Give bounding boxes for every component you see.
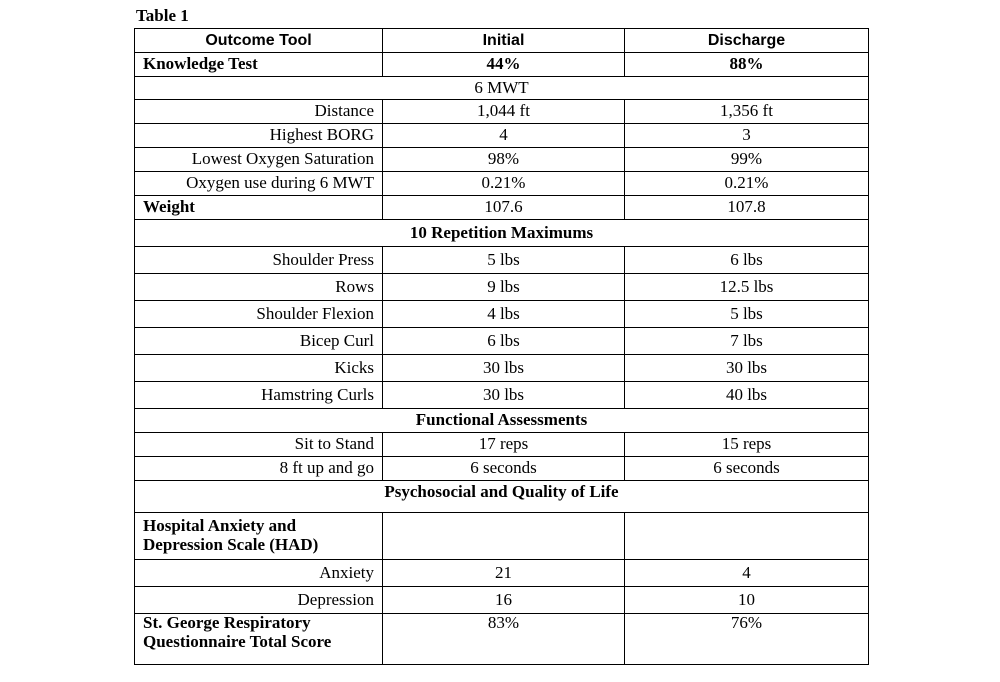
row-label: Depression [135, 587, 383, 614]
sgrq-label [135, 614, 383, 665]
functional-section-title: Functional Assessments [135, 409, 869, 433]
table-row [135, 196, 869, 220]
discharge-value: 6 lbs [625, 247, 869, 274]
had-label [135, 513, 383, 560]
had-initial-empty [383, 513, 625, 560]
initial-value: 30 lbs [383, 382, 625, 409]
discharge-value: 6 seconds [625, 457, 869, 481]
knowledge-label: Knowledge Test [135, 53, 383, 77]
discharge-value: 4 [625, 560, 869, 587]
discharge-value: 40 lbs [625, 382, 869, 409]
table-row [135, 328, 869, 355]
sgrq-label-line2: Questionnaire Total Score [143, 631, 332, 651]
table-row [135, 587, 869, 614]
table-row [135, 457, 869, 481]
header-outcome-tool: Outcome Tool [135, 29, 383, 53]
initial-value: 16 [383, 587, 625, 614]
table-row [135, 560, 869, 587]
outcomes-table [134, 28, 869, 665]
initial-value: 0.21% [383, 172, 625, 196]
mwt-section-title: 6 MWT [135, 77, 869, 100]
row-label: Lowest Oxygen Saturation [135, 148, 383, 172]
row-label: Highest BORG [135, 124, 383, 148]
sgrq-initial: 83% [383, 614, 625, 665]
initial-value: 17 reps [383, 433, 625, 457]
table-row [135, 513, 869, 560]
row-label: Anxiety [135, 560, 383, 587]
table-row [135, 274, 869, 301]
initial-value: 4 [383, 124, 625, 148]
table-row [135, 172, 869, 196]
initial-value: 5 lbs [383, 247, 625, 274]
row-label: Sit to Stand [135, 433, 383, 457]
table-row [135, 124, 869, 148]
psychosocial-section-title: Psychosocial and Quality of Life [135, 481, 869, 513]
table-header-row [135, 29, 869, 53]
initial-value: 4 lbs [383, 301, 625, 328]
had-discharge-empty [625, 513, 869, 560]
had-label-line1: Hospital Anxiety and [143, 516, 297, 536]
discharge-value: 12.5 lbs [625, 274, 869, 301]
table-row [135, 53, 869, 77]
weight-discharge: 107.8 [625, 196, 869, 220]
initial-value: 6 seconds [383, 457, 625, 481]
initial-value: 30 lbs [383, 355, 625, 382]
knowledge-discharge: 88% [625, 53, 869, 77]
section-row [135, 77, 869, 100]
row-label: 8 ft up and go [135, 457, 383, 481]
discharge-value: 7 lbs [625, 328, 869, 355]
discharge-value: 10 [625, 587, 869, 614]
sgrq-label-line1: St. George Respiratory [143, 613, 311, 632]
had-label-line2: Depression Scale (HAD) [143, 535, 319, 554]
knowledge-initial: 44% [383, 53, 625, 77]
row-label: Distance [135, 100, 383, 124]
discharge-value: 1,356 ft [625, 100, 869, 124]
discharge-value: 5 lbs [625, 301, 869, 328]
row-label: Rows [135, 274, 383, 301]
table-row [135, 614, 869, 665]
section-row [135, 409, 869, 433]
initial-value: 98% [383, 148, 625, 172]
section-row [135, 481, 869, 513]
row-label: Shoulder Press [135, 247, 383, 274]
row-label: Hamstring Curls [135, 382, 383, 409]
table-caption: Table 1 [136, 6, 189, 25]
weight-initial: 107.6 [383, 196, 625, 220]
initial-value: 21 [383, 560, 625, 587]
table-row [135, 247, 869, 274]
row-label: Bicep Curl [135, 328, 383, 355]
discharge-value: 30 lbs [625, 355, 869, 382]
row-label: Kicks [135, 355, 383, 382]
initial-value: 6 lbs [383, 328, 625, 355]
initial-value: 9 lbs [383, 274, 625, 301]
section-row [135, 220, 869, 247]
table-row [135, 355, 869, 382]
table-row [135, 148, 869, 172]
header-initial: Initial [383, 29, 625, 53]
table-row [135, 301, 869, 328]
row-label: Oxygen use during 6 MWT [135, 172, 383, 196]
discharge-value: 0.21% [625, 172, 869, 196]
table-row [135, 382, 869, 409]
sgrq-discharge: 76% [625, 614, 869, 665]
discharge-value: 15 reps [625, 433, 869, 457]
table-row [135, 433, 869, 457]
row-label: Shoulder Flexion [135, 301, 383, 328]
initial-value: 1,044 ft [383, 100, 625, 124]
discharge-value: 99% [625, 148, 869, 172]
header-discharge: Discharge [625, 29, 869, 53]
table-row [135, 100, 869, 124]
weight-label: Weight [135, 196, 383, 220]
rep-max-section-title: 10 Repetition Maximums [135, 220, 869, 247]
discharge-value: 3 [625, 124, 869, 148]
